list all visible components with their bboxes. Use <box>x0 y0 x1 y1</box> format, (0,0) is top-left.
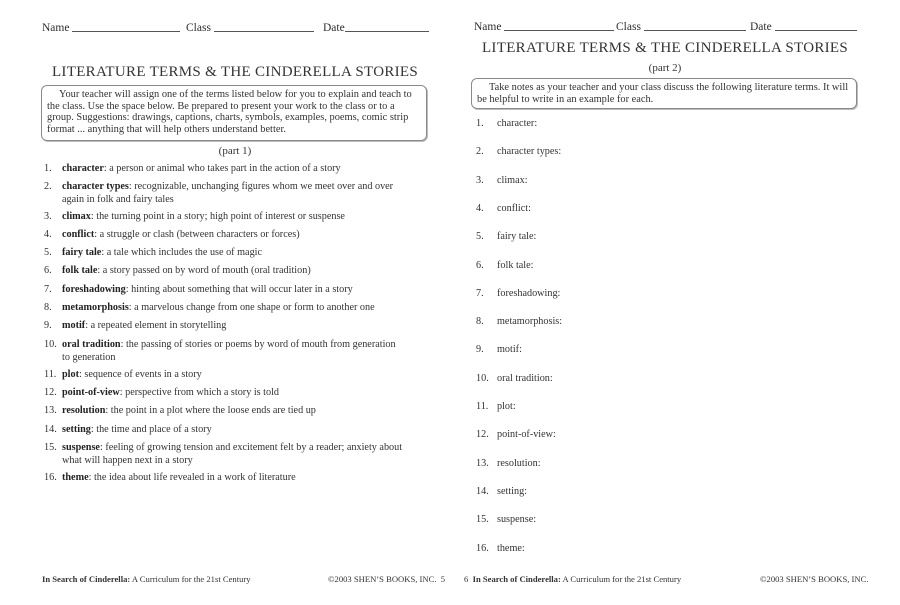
term-label: resolution: <box>497 457 541 469</box>
note-item <box>476 401 516 412</box>
footer-left <box>464 574 681 584</box>
term-definition: : a repeated element in storytelling <box>85 320 227 331</box>
item-number: 14. <box>44 424 57 435</box>
footer-book-subtitle: A Curriculum for the 21st Century <box>560 574 682 584</box>
definition-item <box>44 265 404 278</box>
term-name: oral tradition <box>62 339 121 350</box>
item-number: 5. <box>44 247 52 258</box>
definition-body <box>62 211 404 224</box>
footer-copyright: ©2003 SHEN’S BOOKS, INC. <box>328 574 437 584</box>
term-definition: : a tale which includes the use of magic <box>101 247 263 258</box>
term-label: motif: <box>497 344 522 356</box>
name-line[interactable] <box>72 30 180 32</box>
definition-body <box>62 387 404 400</box>
item-number: 4. <box>476 202 484 214</box>
item-number: 7. <box>476 287 484 299</box>
item-number: 3. <box>476 174 484 186</box>
date-label: Date <box>750 21 772 33</box>
name-field[interactable] <box>474 21 614 33</box>
note-item <box>476 373 553 384</box>
term-label: character types: <box>497 146 562 158</box>
term-name: fairy tale <box>62 247 102 258</box>
item-number: 10. <box>476 372 489 384</box>
item-number: 12. <box>44 387 57 398</box>
instructions-box: Take notes as your teacher and your class discuss the following literature terms. It will be helpful to write in an example for each. <box>471 78 857 109</box>
footer-book-subtitle: A Curriculum for the 21st Century <box>130 574 251 584</box>
term-name: resolution <box>62 405 106 416</box>
definition-item <box>44 181 404 206</box>
definition-item <box>44 163 404 176</box>
definition-body <box>62 181 404 206</box>
date-line[interactable] <box>775 29 857 31</box>
term-definition: : perspective from which a story is told <box>119 387 280 398</box>
footer-right <box>760 574 868 584</box>
class-label: Class <box>186 22 211 34</box>
date-field[interactable] <box>323 22 429 34</box>
note-item <box>476 316 562 327</box>
item-number: 16. <box>44 472 57 483</box>
item-number: 1. <box>44 163 52 174</box>
term-definition: : sequence of events in a story <box>78 369 202 380</box>
definition-item <box>44 247 404 260</box>
term-definition: : the time and place of a story <box>90 424 212 435</box>
definition-body <box>62 369 404 382</box>
item-number: 11. <box>44 369 57 380</box>
page-title: LITERATURE TERMS & THE CINDERELLA STORIES <box>481 40 849 56</box>
note-item <box>476 288 560 299</box>
term-label: suspense: <box>497 514 537 526</box>
part-label: (part 2) <box>648 62 682 74</box>
definition-item <box>44 424 404 437</box>
note-item <box>476 231 536 242</box>
note-item <box>476 344 522 355</box>
term-definition: : the passing of stories or poems by word of mouth from generation to generation <box>62 339 396 363</box>
name-label: Name <box>474 21 502 33</box>
item-number: 13. <box>476 457 489 469</box>
item-number: 9. <box>476 344 484 356</box>
term-definition: : a marvelous change from one shape or form to another one <box>128 302 375 313</box>
note-item <box>476 146 561 157</box>
definition-item <box>44 320 404 333</box>
definition-item <box>44 211 404 224</box>
footer-book-title: In Search of Cinderella: <box>472 574 561 584</box>
term-definition: : a struggle or clash (between characters or forces) <box>94 229 300 240</box>
term-definition: : the point in a plot where the loose ends are tied up <box>105 405 316 416</box>
definition-item <box>44 369 404 382</box>
name-label: Name <box>42 22 70 34</box>
term-label: plot: <box>497 401 516 412</box>
term-name: conflict <box>62 229 95 240</box>
term-name: suspense <box>62 442 100 453</box>
term-definition: : the idea about life revealed in a work of literature <box>88 472 296 483</box>
note-item <box>476 458 541 469</box>
term-name: foreshadowing <box>62 284 126 295</box>
item-number: 14. <box>476 485 489 497</box>
note-item <box>476 260 534 271</box>
instructions-box: Your teacher will assign one of the terms listed below for you to explain and teach to the class. Use the space below. Be prepared to present your work to the class or to a group. Suggestions: drawings, captions, charts, symbols, examples, poems, comic strip format ... anything that will help others understand better. <box>41 85 427 141</box>
class-label: Class <box>616 21 641 33</box>
date-field[interactable] <box>750 21 857 33</box>
item-number: 12. <box>476 429 489 441</box>
definition-item <box>44 472 404 485</box>
note-item <box>476 486 527 497</box>
definition-item <box>44 302 404 315</box>
item-number: 2. <box>44 181 52 192</box>
definition-body <box>62 472 404 485</box>
definition-item <box>44 442 404 467</box>
page-number: 6 <box>464 574 469 584</box>
item-number: 9. <box>44 320 52 331</box>
definition-body <box>62 247 404 260</box>
term-definition: : the turning point in a story; high point of interest or suspense <box>90 211 345 222</box>
item-number: 16. <box>476 542 489 554</box>
class-field[interactable] <box>616 21 746 33</box>
item-number: 4. <box>44 229 52 240</box>
note-item <box>476 175 528 186</box>
definition-body <box>62 320 404 333</box>
item-number: 3. <box>44 211 52 222</box>
term-label: oral tradition: <box>497 372 553 384</box>
term-label: metamorphosis: <box>497 316 563 328</box>
note-item <box>476 514 536 525</box>
item-number: 11. <box>476 401 489 412</box>
term-label: foreshadowing: <box>497 287 561 299</box>
definition-body <box>62 265 404 278</box>
term-name: character <box>62 163 104 174</box>
term-label: fairy tale: <box>497 231 537 243</box>
item-number: 8. <box>476 316 484 328</box>
term-definition: : hinting about something that will occur later in a story <box>125 284 353 295</box>
footer-book-title: In Search of Cinderella: <box>42 574 131 584</box>
term-definition: : recognizable, unchanging figures whom we meet over and over again in folk and fairy tales <box>62 181 394 205</box>
note-item <box>476 429 556 440</box>
item-number: 2. <box>476 146 484 158</box>
term-name: plot <box>62 369 79 380</box>
note-item <box>476 118 537 129</box>
term-definition: : a story passed on by word of mouth (oral tradition) <box>97 265 311 276</box>
name-field[interactable] <box>42 22 180 34</box>
term-label: setting: <box>497 485 527 497</box>
definition-item <box>44 405 404 418</box>
part-label: (part 1) <box>218 145 252 157</box>
definition-item <box>44 387 404 400</box>
definition-body <box>62 229 404 242</box>
item-number: 5. <box>476 231 484 243</box>
note-item <box>476 543 525 554</box>
term-name: character types <box>62 181 129 192</box>
class-field[interactable] <box>186 22 314 34</box>
term-name: setting <box>62 424 91 435</box>
footer-copyright: ©2003 SHEN’S BOOKS, INC. <box>760 574 869 584</box>
class-line[interactable] <box>214 30 314 32</box>
page-number: 5 <box>440 574 446 584</box>
term-label: conflict: <box>497 202 531 214</box>
item-number: 7. <box>44 284 52 295</box>
term-label: folk tale: <box>497 259 534 271</box>
item-number: 6. <box>476 259 484 271</box>
term-label: character: <box>497 118 538 129</box>
item-number: 8. <box>44 302 52 313</box>
term-label: theme: <box>497 542 525 554</box>
term-name: motif <box>62 320 86 331</box>
definition-body <box>62 302 404 315</box>
term-name: theme <box>62 472 89 483</box>
date-label: Date <box>323 22 345 34</box>
name-line[interactable] <box>504 29 614 31</box>
item-number: 13. <box>44 405 57 416</box>
class-line[interactable] <box>644 29 746 31</box>
item-number: 1. <box>476 118 484 129</box>
item-number: 10. <box>44 339 57 350</box>
page-title: LITERATURE TERMS & THE CINDERELLA STORIES <box>51 64 419 80</box>
footer-left <box>42 574 251 584</box>
date-line[interactable] <box>345 30 429 32</box>
term-name: climax <box>62 211 91 222</box>
term-name: folk tale <box>62 265 98 276</box>
item-number: 6. <box>44 265 52 276</box>
term-name: metamorphosis <box>62 302 129 313</box>
definition-body <box>62 284 404 297</box>
term-label: climax: <box>497 174 528 186</box>
term-label: point-of-view: <box>497 429 556 441</box>
term-definition: : a person or animal who takes part in the action of a story <box>103 163 341 174</box>
note-item <box>476 203 531 214</box>
definition-body <box>62 442 404 467</box>
item-number: 15. <box>44 442 57 453</box>
definition-body <box>62 405 404 418</box>
definition-item <box>44 284 404 297</box>
footer-right <box>328 574 445 584</box>
definition-body <box>62 163 404 176</box>
definition-body <box>62 424 404 437</box>
item-number: 15. <box>476 514 489 526</box>
definition-body <box>62 339 404 364</box>
definition-item <box>44 229 404 242</box>
term-definition: : feeling of growing tension and excitement felt by a reader; anxiety about what will happen next in a story <box>62 442 403 466</box>
definition-item <box>44 339 404 364</box>
term-name: point-of-view <box>62 387 120 398</box>
